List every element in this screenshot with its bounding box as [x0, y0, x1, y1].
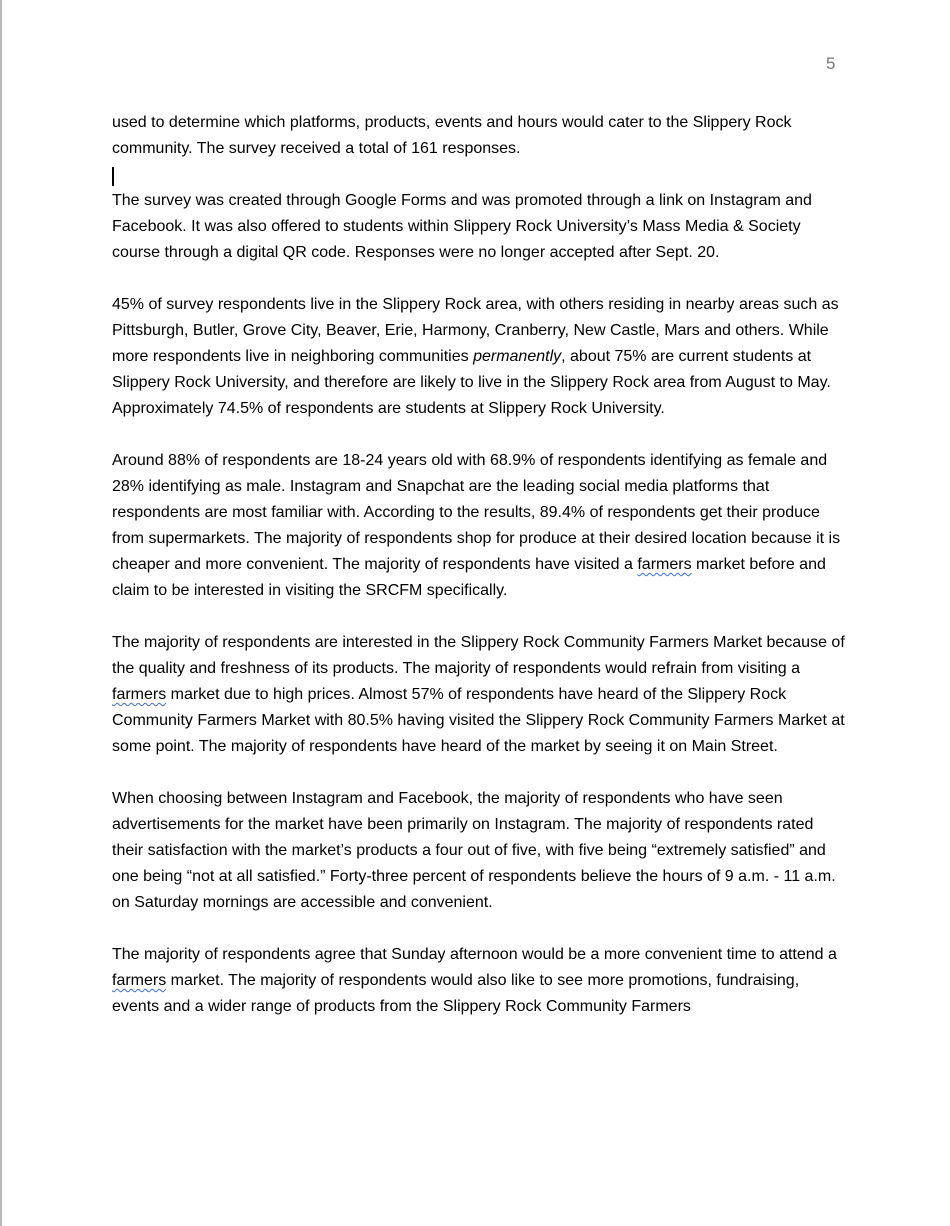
paragraph-3-emphasis: permanently — [473, 348, 562, 365]
spellcheck-flagged-word[interactable]: farmers — [112, 686, 167, 703]
paragraph-5-text-b: market due to high prices. Almost 57% of respondents have heard of the Slippery Rock Community Farmers Market with 80.5% having visited the Slippery Rock Community Farmers Market at some point. The majority of respondents have heard of the market by seeing it on Main Street. — [112, 686, 845, 755]
paragraph-1[interactable]: used to determine which platforms, products, events and hours would cater to the Slippery Rock community. The survey received a total of 161 responses. — [112, 114, 792, 157]
paragraph-5[interactable] — [112, 630, 846, 760]
paragraph-3-text-b: , about 75% are current students at Slippery Rock University, and therefore are likely to live in the Slippery Rock area from August to May. Approximately 74.5% of respondents are students at Slippery Rock University. — [112, 348, 831, 417]
spellcheck-flagged-word[interactable]: farmers — [112, 972, 167, 989]
text-cursor — [112, 167, 114, 186]
document-body[interactable] — [112, 110, 846, 1046]
paragraph-4-text-b: market before and claim to be interested in visiting the SRCFM specifically. — [112, 556, 826, 599]
paragraph-4-text-a: Around 88% of respondents are 18-24 years old with 68.9% of respondents identifying as female and 28% identifying as male. Instagram and Snapchat are the leading social media platforms that respondents are most familiar with. According to the results, 89.4% of respondents get their produce from supermarkets. The majority of respondents shop for produce at their desired location because it is cheaper and more convenient. The majority of respondents have visited a — [112, 452, 841, 573]
paragraph-4[interactable] — [112, 448, 846, 604]
paragraph-7[interactable] — [112, 942, 846, 1020]
empty-line[interactable] — [112, 162, 846, 188]
paragraph-7-text-b: market. The majority of respondents would also like to see more promotions, fundraising, events and a wider range of products from the Slippery Rock Community Farmers — [112, 972, 800, 1015]
paragraph-3-text-a: 45% of survey respondents live in the Slippery Rock area, with others residing in nearby areas such as Pittsburgh, Butler, Grove City, Beaver, Erie, Harmony, Cranberry, New Castle, Mars and others. While more respondents live in neighboring communities — [112, 296, 839, 365]
page-left-edge — [0, 0, 2, 1226]
paragraph-2[interactable]: The survey was created through Google Forms and was promoted through a link on Instagram and Facebook. It was also offered to students within Slippery Rock University’s Mass Media & Society course through a digital QR code. Responses were no longer accepted after Sept. 20. — [112, 192, 812, 261]
paragraph-6[interactable]: When choosing between Instagram and Facebook, the majority of respondents who have seen advertisements for the market have been primarily on Instagram. The majority of respondents rated their satisfaction with the market’s products a four out of five, with five being “extremely satisfied” and one being “not at all satisfied.” Forty-three percent of respondents believe the hours of 9 a.m. - 11 a.m. on Saturday mornings are accessible and convenient. — [112, 790, 836, 911]
spellcheck-flagged-word[interactable]: farmers — [637, 556, 692, 573]
paragraph-3[interactable] — [112, 292, 846, 422]
paragraph-7-text-a: The majority of respondents agree that Sunday afternoon would be a more convenient time to attend a — [112, 946, 837, 963]
page-number: 5 — [826, 54, 836, 73]
paragraph-5-text-a: The majority of respondents are interested in the Slippery Rock Community Farmers Market because of the quality and freshness of its products. The majority of respondents would refrain from visiting a — [112, 634, 845, 677]
